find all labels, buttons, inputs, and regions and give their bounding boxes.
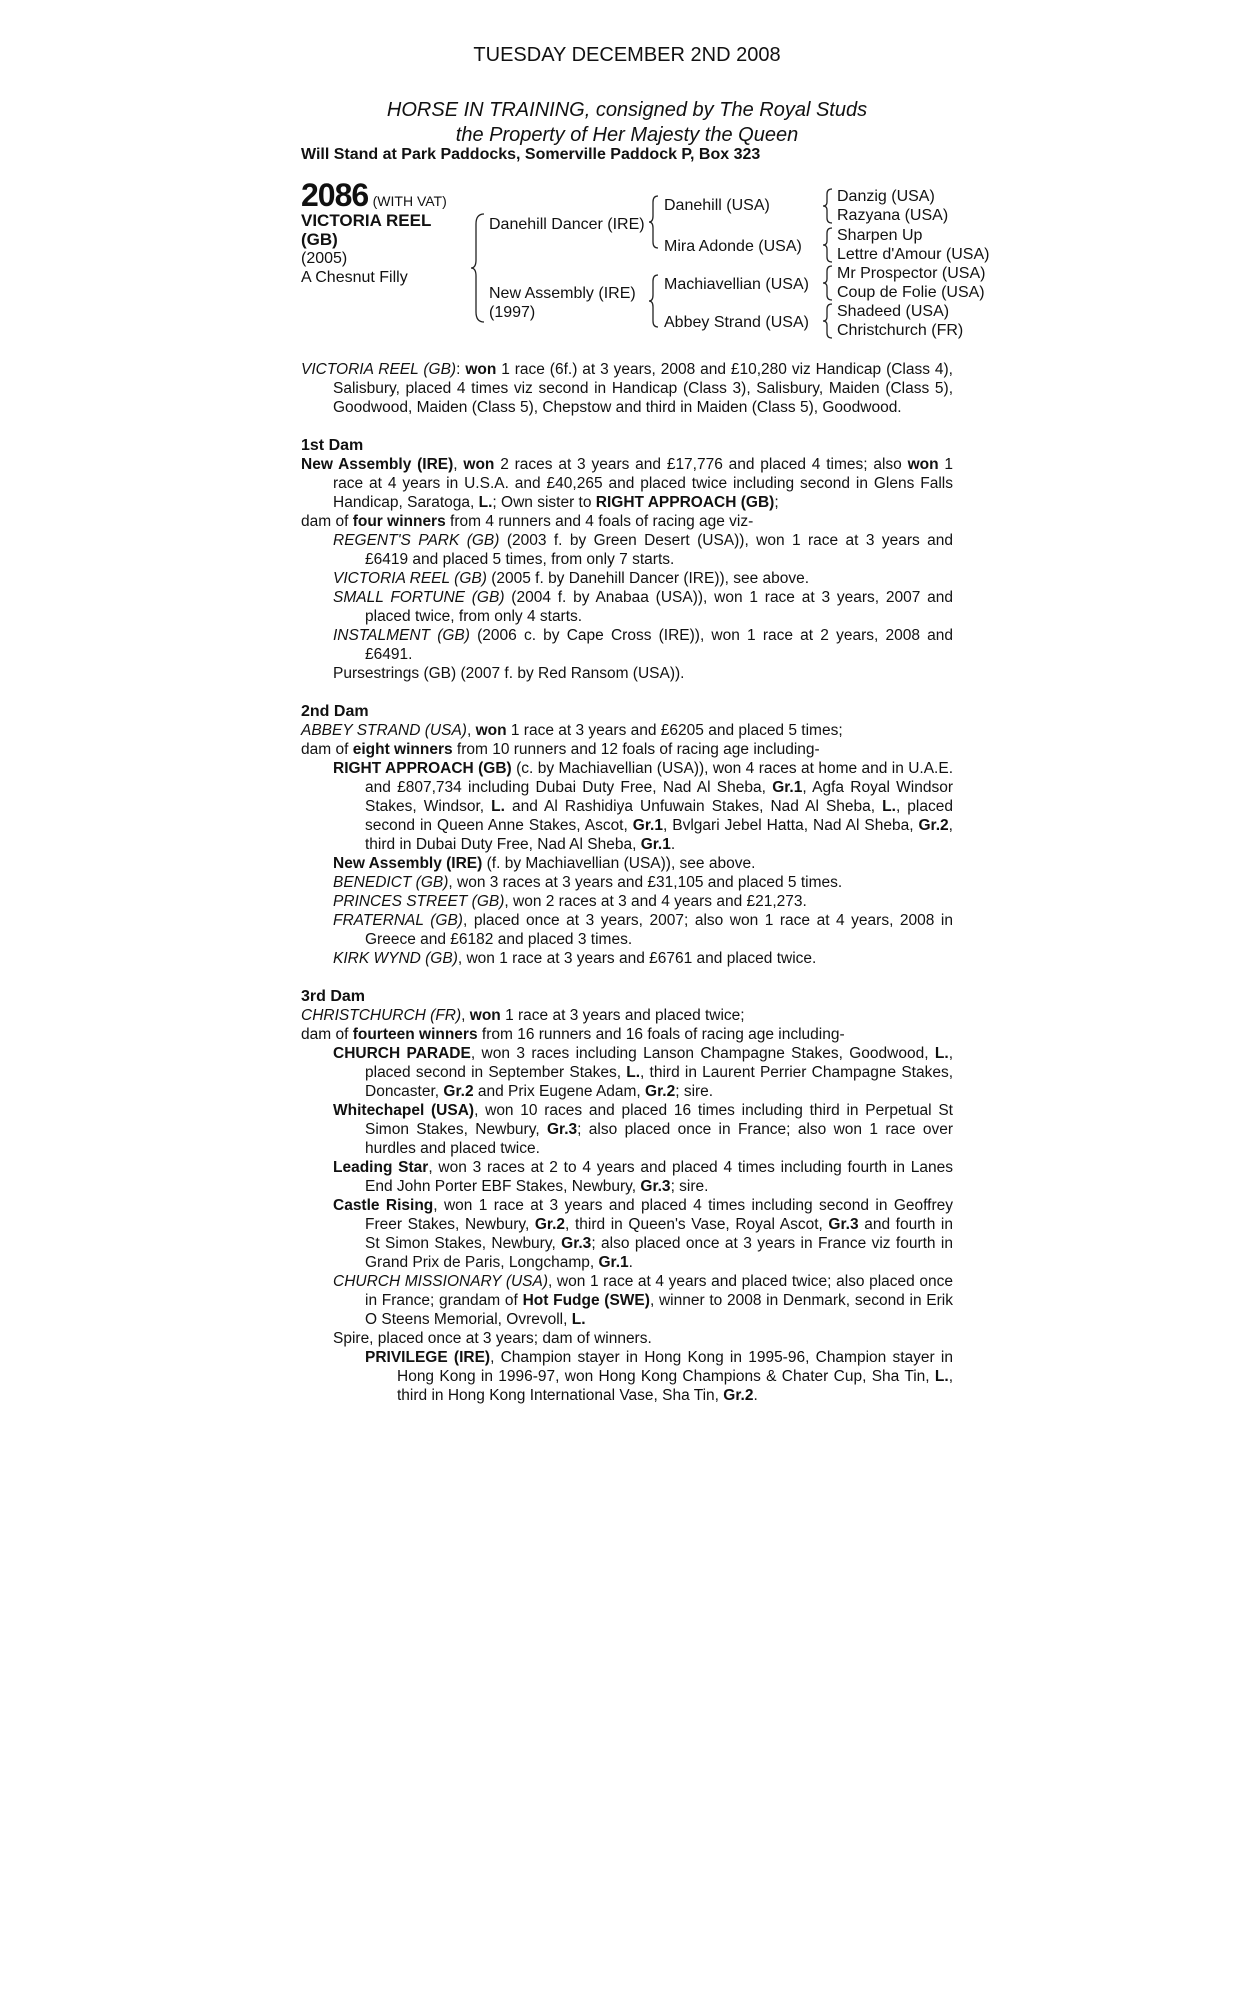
vat-note: (WITH VAT) <box>372 193 447 209</box>
pedigree-sss: Danzig (USA) <box>837 188 935 205</box>
pedigree-brace-ss <box>822 187 834 225</box>
consign-line-1: HORSE IN TRAINING, consigned by The Royal Studs <box>386 99 868 121</box>
second-dam-heading: 2nd Dam <box>301 703 369 720</box>
pedigree-sdd: Lettre d'Amour (USA) <box>837 246 990 263</box>
progeny-entry: Leading Star, won 3 races at 2 to 4 years and placed 4 times including fourth in Lanes End John Porter EBF Stakes, Newbury, Gr.3; sire. <box>333 1159 953 1195</box>
progeny-entry: Castle Rising, won 1 race at 3 years and placed 4 times including second in Geoffrey Freer Stakes, Newbury, Gr.2, third in Queen's Vase, Royal Ascot, Gr.3 and fourth in St Simon Stakes, Newbury, Gr.3; also placed once at 3 years in France viz fourth in Grand Prix de Paris, Longchamp, Gr.1. <box>333 1197 954 1271</box>
sale-date: TUESDAY DECEMBER 2ND 2008 <box>473 44 781 66</box>
pedigree-dd: Abbey Strand (USA) <box>664 314 809 331</box>
progeny-entry: Whitechapel (USA), won 10 races and placed 16 times including third in Perpetual St Simon Stakes, Newbury, Gr.3; also placed once in France; also won 1 race over hurdles and placed twice. <box>333 1102 953 1157</box>
progeny-entry: VICTORIA REEL (GB) (2005 f. by Danehill Dancer (IRE)), see above. <box>333 570 810 587</box>
pedigree-dam-year: (1997) <box>489 304 536 321</box>
pedigree-brace-ds <box>822 264 834 302</box>
pedigree-sd: Mira Adonde (USA) <box>664 238 802 255</box>
consign-line-2: the Property of Her Majesty the Queen <box>455 124 799 146</box>
pedigree-brace-main <box>470 212 486 324</box>
pedigree-brace-dd <box>822 302 834 340</box>
lot-info <box>301 177 461 287</box>
pedigree-dss: Mr Prospector (USA) <box>837 265 986 282</box>
progeny-entry: CHURCH MISSIONARY (USA), won 1 race at 4 years and placed twice; also placed once in France; grandam of Hot Fudge (SWE), winner to 2008 in Denmark, second in Erik O Steens Memorial, Ovrevoll, L. <box>333 1273 953 1328</box>
progeny-entry: SMALL FORTUNE (GB) (2004 f. by Anabaa (USA)), won 1 race at 3 years, 2007 and placed twice, from only 4 starts. <box>333 589 953 625</box>
progeny-entry: BENEDICT (GB), won 3 races at 3 years and £31,105 and placed 5 times. <box>333 874 843 891</box>
first-dam-record: New Assembly (IRE), won 2 races at 3 years and £17,776 and placed 4 times; also won 1 race at 4 years in U.S.A. and £40,265 and placed twice including second in Glens Falls Handicap, Saratoga, L.; Own sister to RIGHT APPROACH (GB); <box>301 456 953 511</box>
horse-name: VICTORIA REEL <box>301 211 432 230</box>
third-dam-record: CHRISTCHURCH (FR), won 1 race at 3 years and placed twice; <box>301 1007 745 1024</box>
progeny-entry: CHURCH PARADE, won 3 races including Lanson Champagne Stakes, Goodwood, L., placed second in September Stakes, L., third in Laurent Perrier Champagne Stakes, Doncaster, Gr.2 and Prix Eugene Adam, Gr.2; sire. <box>333 1045 954 1100</box>
third-dam-produce-summary: dam of fourteen winners from 16 runners and 16 foals of racing age including- <box>301 1026 845 1043</box>
stand-location: Will Stand at Park Paddocks, Somerville Paddock P, Box 323 <box>301 146 761 163</box>
pedigree-ss: Danehill (USA) <box>664 197 770 214</box>
progeny-entry: KIRK WYND (GB), won 1 race at 3 years and £6761 and placed twice. <box>333 950 817 967</box>
pedigree-brace-sire <box>648 194 660 250</box>
first-dam-heading: 1st Dam <box>301 437 364 454</box>
pedigree-sds: Sharpen Up <box>837 227 923 244</box>
pedigree-dam-name: New Assembly (IRE) <box>489 285 636 302</box>
second-dam-record: ABBEY STRAND (USA), won 1 race at 3 years and £6205 and placed 5 times; <box>301 722 843 739</box>
horse-record: VICTORIA REEL (GB): won 1 race (6f.) at 3 years, 2008 and £10,280 viz Handicap (Class 4), Salisbury, placed 4 times viz second in Handicap (Class 3), Salisbury, Maiden (Class 5), Goodwood, Maiden (Class 5), Chepstow and third in Maiden (Class 5), Goodwood. <box>301 361 953 416</box>
pedigree-brace-dam <box>648 273 660 329</box>
pedigree-dsd: Coup de Folie (USA) <box>837 284 985 301</box>
pedigree-brace-sd <box>822 226 834 264</box>
horse-description: A Chesnut Filly <box>301 269 408 286</box>
first-dam-produce-summary: dam of four winners from 4 runners and 4 foals of racing age viz- <box>301 513 754 530</box>
pedigree-ssd: Razyana (USA) <box>837 207 949 224</box>
pedigree-dam <box>489 284 636 322</box>
pedigree-sire: Danehill Dancer (IRE) <box>489 216 645 233</box>
progeny-entry: New Assembly (IRE) (f. by Machiavellian (USA)), see above. <box>333 855 756 872</box>
catalogue-body <box>301 360 953 1405</box>
foaling-year: (2005) <box>301 250 348 267</box>
second-dam-produce-summary: dam of eight winners from 10 runners and 12 foals of racing age including- <box>301 741 820 758</box>
progeny-entry: FRATERNAL (GB), placed once at 3 years, 2007; also won 1 race at 4 years, 2008 in Greece and £6182 and placed 3 times. <box>333 912 953 948</box>
consignment-info <box>0 98 1254 148</box>
third-dam-heading: 3rd Dam <box>301 988 366 1005</box>
horse-country: (GB) <box>301 230 338 249</box>
progeny-entry: Spire, placed once at 3 years; dam of winners. <box>333 1330 652 1347</box>
progeny-entry: PRINCES STREET (GB), won 2 races at 3 and 4 years and £21,273. <box>333 893 807 910</box>
progeny-entry: RIGHT APPROACH (GB) (c. by Machiavellian (USA)), won 4 races at home and in U.A.E. and £807,734 including Dubai Duty Free, Nad Al Sheba, Gr.1, Agfa Royal Windsor Stakes, Windsor, L. and Al Rashidiya Unfuwain Stakes, Nad Al Sheba, L., placed second in Queen Anne Stakes, Ascot, Gr.1, Bvlgari Jebel Hatta, Nad Al Sheba, Gr.2, third in Dubai Duty Free, Nad Al Sheba, Gr.1. <box>333 760 954 853</box>
pedigree-dds: Shadeed (USA) <box>837 303 950 320</box>
grand-progeny-entry: PRIVILEGE (IRE), Champion stayer in Hong Kong in 1995-96, Champion stayer in Hong Kong in 1996-97, won Hong Kong Champions & Chater Cup, Sha Tin, L., third in Hong Kong International Vase, Sha Tin, Gr.2. <box>365 1349 953 1404</box>
lot-number: 2086 <box>301 177 369 213</box>
progeny-entry: Pursestrings (GB) (2007 f. by Red Ransom (USA)). <box>333 665 685 682</box>
pedigree-ddd: Christchurch (FR) <box>837 322 964 339</box>
progeny-entry: INSTALMENT (GB) (2006 c. by Cape Cross (IRE)), won 1 race at 2 years, 2008 and £6491. <box>333 627 953 663</box>
progeny-entry: REGENT'S PARK (GB) (2003 f. by Green Desert (USA)), won 1 race at 3 years and £6419 and placed 5 times, from only 7 starts. <box>333 532 953 568</box>
pedigree-ds: Machiavellian (USA) <box>664 276 809 293</box>
